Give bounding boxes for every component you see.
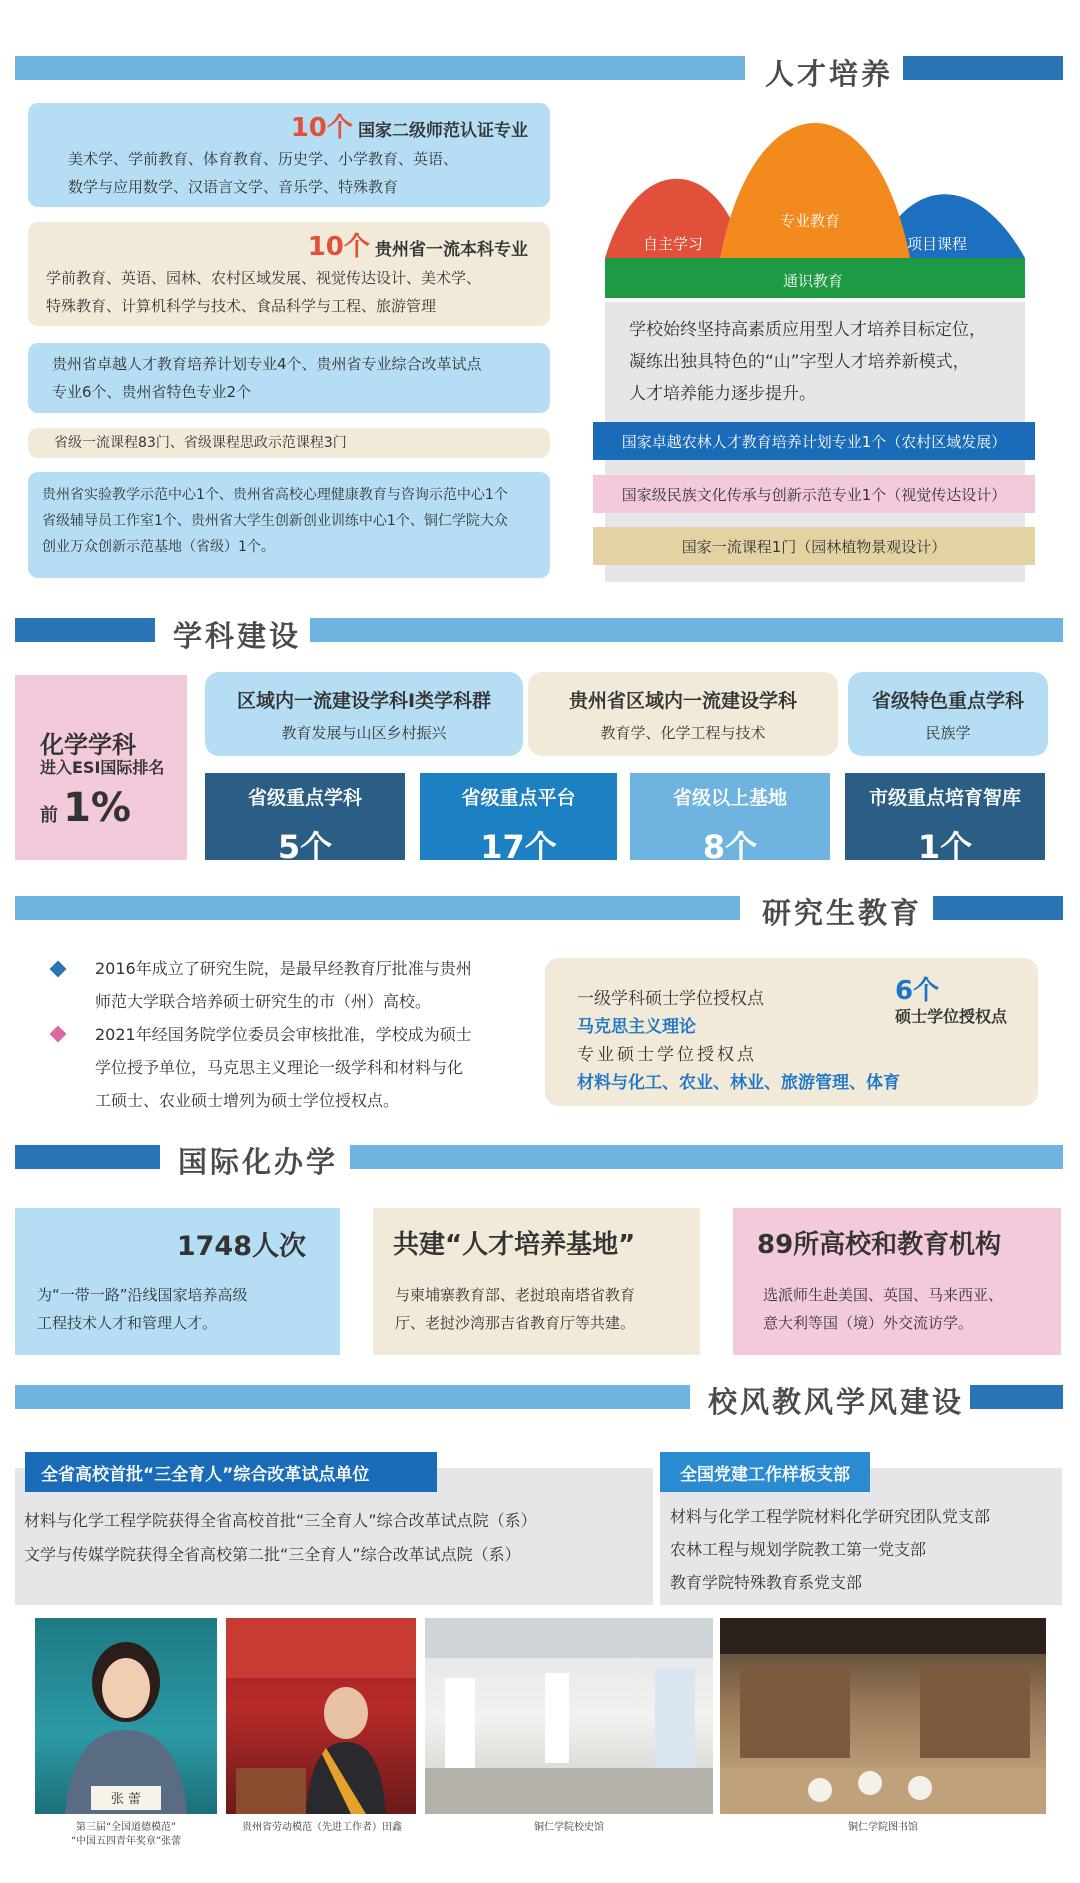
esi-prefix: 前 [40,805,58,826]
intl-heading: 1748人次 [176,1231,306,1262]
box-heading: 贵州省一流本科专业 [375,240,528,260]
header-bar-left [15,896,740,920]
three-edu-text: 文学与传媒学院获得全省高校第二批“三全育人”综合改革试点院（系） [24,1545,521,1564]
photo-caption: 第三届“全国道德模范” [75,1822,177,1833]
header-bar-left [15,618,155,642]
card-sub: 民族学 [925,724,971,742]
tile-number: 8个 [702,828,758,866]
national-band-1: 国家卓越农林人才教育培养计划专业1个（农村区域发展） [593,422,1035,460]
party-text: 材料与化学工程学院材料化学研究团队党支部 [670,1507,991,1526]
intl-text: 厅、老挝沙湾那吉省教育厅等共建。 [395,1314,636,1332]
stat-tile [630,773,830,866]
box-text: 专业6个、贵州省特色专业2个 [52,383,252,401]
grad-text: 2021年经国务院学位委员会审核批准，学校成为硕士 [95,1025,472,1044]
tile-number: 17个 [480,828,557,866]
header-bar-right [970,1385,1063,1409]
intl-text: 工程技术人才和管理人才。 [37,1314,218,1332]
box-text: 创业万众创新示范基地（省级）1个。 [42,539,275,555]
tile-label: 省级以上基地 [672,787,787,809]
box-text: 省级一流课程83门、省级课程思政示范课程3门 [54,435,347,451]
model-text: 人才培养能力逐步提升。 [629,384,816,404]
degree-line: 专业硕士学位授权点 [577,1045,757,1065]
count-value: 10个 [307,232,370,262]
section-title: 学科建设 [173,619,302,653]
card-heading: 区域内一流建设学科I类学科群 [236,690,492,712]
box-heading: 国家二级师范认证专业 [358,121,528,141]
photo-caption: 铜仁学院校史馆 [534,1822,604,1833]
grad-text: 工硕士、农业硕士增列为硕士学位授权点。 [95,1091,400,1110]
intl-text: 选派师生赴美国、英国、马来西亚、 [763,1286,1004,1304]
photo-award [226,1618,416,1814]
diamond-bullet-icon [50,1026,67,1043]
course-box [28,428,550,458]
discipline-card [528,672,838,756]
model-text: 凝练出独具特色的“山”字型人才培养新模式， [629,352,970,372]
esi-box [15,675,187,860]
diamond-bullet-icon [50,961,67,978]
esi-value: 1% [63,785,132,831]
degree-count-label: 硕士学位授权点 [895,1007,1008,1026]
photo-history-hall [425,1618,713,1814]
header-bar-right [933,896,1063,920]
header-bar-left [15,1145,160,1169]
degree-box [545,958,1038,1106]
national-band-3: 国家一流课程1门（园林植物景观设计） [593,527,1035,565]
box-text: 学前教育、英语、园林、农村区域发展、视觉传达设计、美术学、 [46,269,482,287]
card-heading: 贵州省区域内一流建设学科 [568,690,797,712]
box-text: 特殊教育、计算机科学与技术、食品科学与工程、旅游管理 [46,297,437,315]
intl-text: 意大利等国（境）外交流访学。 [763,1314,974,1332]
section-title: 研究生教育 [762,896,923,930]
grad-text: 2016年成立了研究生院，是最早经教育厅批准与贵州 [95,959,472,978]
provincial-plan-box [28,343,550,413]
three-edu-text: 材料与化学工程学院获得全省高校首批“三全育人”综合改革试点院（系） [24,1511,537,1530]
section-title: 校风教风学风建设 [708,1385,965,1419]
mountain-center-label: 专业教育 [780,212,841,230]
tile-number: 1个 [917,828,973,866]
photo-library [720,1618,1046,1814]
grad-text: 师范大学联合培养硕士研究生的市（州）高校。 [95,992,432,1011]
photo-caption: 铜仁学院图书馆 [848,1822,918,1833]
header-bar-right [350,1145,1063,1169]
mountain-left-label: 自主学习 [643,235,704,253]
tile-number: 5个 [277,828,333,866]
three-edu-tag: 全省高校首批“三全育人”综合改革试点单位 [25,1452,437,1492]
provincial-major-box [28,222,550,326]
card-heading: 省级特色重点学科 [871,690,1024,712]
degree-line: 材料与化工、农业、林业、旅游管理、体育 [577,1073,900,1093]
tile-label: 市级重点培育智库 [868,787,1021,809]
degree-count: 6个 [895,976,940,1006]
intl-heading: 89所高校和教育机构 [757,1230,1002,1260]
party-text: 教育学院特殊教育系党支部 [670,1573,863,1592]
section-title: 人才培养 [765,57,894,91]
mountain-right-label: 项目课程 [907,235,968,253]
intl-card [733,1208,1061,1355]
intl-heading: 共建“人才培养基地” [393,1230,636,1260]
count-value: 10个 [290,113,353,143]
degree-line: 一级学科硕士学位授权点 [577,989,764,1009]
nameplate: 张 蕾 [110,1792,142,1807]
box-text: 美术学、学前教育、体育教育、历史学、小学教育、英语、 [68,150,459,168]
discipline-card [205,672,523,756]
card-sub: 教育学、化学工程与技术 [600,724,766,742]
intl-card [15,1208,340,1355]
box-text: 数学与应用数学、汉语言文学、音乐学、特殊教育 [68,178,399,196]
mountain-diagram [605,118,1025,300]
intl-text: 与柬埔寨教育部、老挝琅南塔省教育 [395,1286,636,1304]
party-tag: 全国党建工作样板支部 [660,1452,870,1492]
stat-tile [420,773,617,866]
center-box [28,472,550,578]
section-title: 国际化办学 [178,1145,339,1179]
stat-tile [845,773,1045,866]
box-text: 省级辅导员工作室1个、贵州省大学生创新创业训练中心1个、铜仁学院大众 [42,513,508,529]
national-band-2: 国家级民族文化传承与创新示范专业1个（视觉传达设计） [593,475,1035,513]
stat-tile [205,773,405,866]
party-text: 农林工程与规划学院教工第一党支部 [670,1540,927,1559]
header-bar-right [310,618,1063,642]
intl-card [373,1208,700,1355]
box-text: 贵州省实验教学示范中心1个、贵州省高校心理健康教育与咨询示范中心1个 [42,487,508,503]
grad-text: 学位授予单位，马克思主义理论一级学科和材料与化 [95,1058,464,1077]
intl-text: 为“一带一路”沿线国家培养高级 [37,1286,248,1304]
photo-caption: “中国五四青年奖章”张蕾 [70,1836,182,1847]
tile-label: 省级重点学科 [247,787,362,809]
header-bar-left [15,1385,690,1409]
header-bar-left [15,56,745,80]
photo-caption: 贵州省劳动模范（先进工作者）田鑫 [242,1822,402,1833]
photo-portrait [35,1618,217,1814]
national-cert-box [28,103,550,207]
header-bar-right [903,56,1063,80]
esi-line2: 进入ESI国际排名 [40,758,165,777]
degree-line: 马克思主义理论 [577,1017,696,1037]
box-text: 贵州省卓越人才教育培养计划专业4个、贵州省专业综合改革试点 [52,355,482,373]
card-sub: 教育发展与山区乡村振兴 [281,724,447,742]
tile-label: 省级重点平台 [461,787,576,809]
model-text: 学校始终坚持高素质应用型人才培养目标定位， [629,320,986,340]
discipline-card [848,672,1048,756]
mountain-base-label: 通识教育 [783,272,844,290]
esi-line1: 化学学科 [40,731,136,759]
